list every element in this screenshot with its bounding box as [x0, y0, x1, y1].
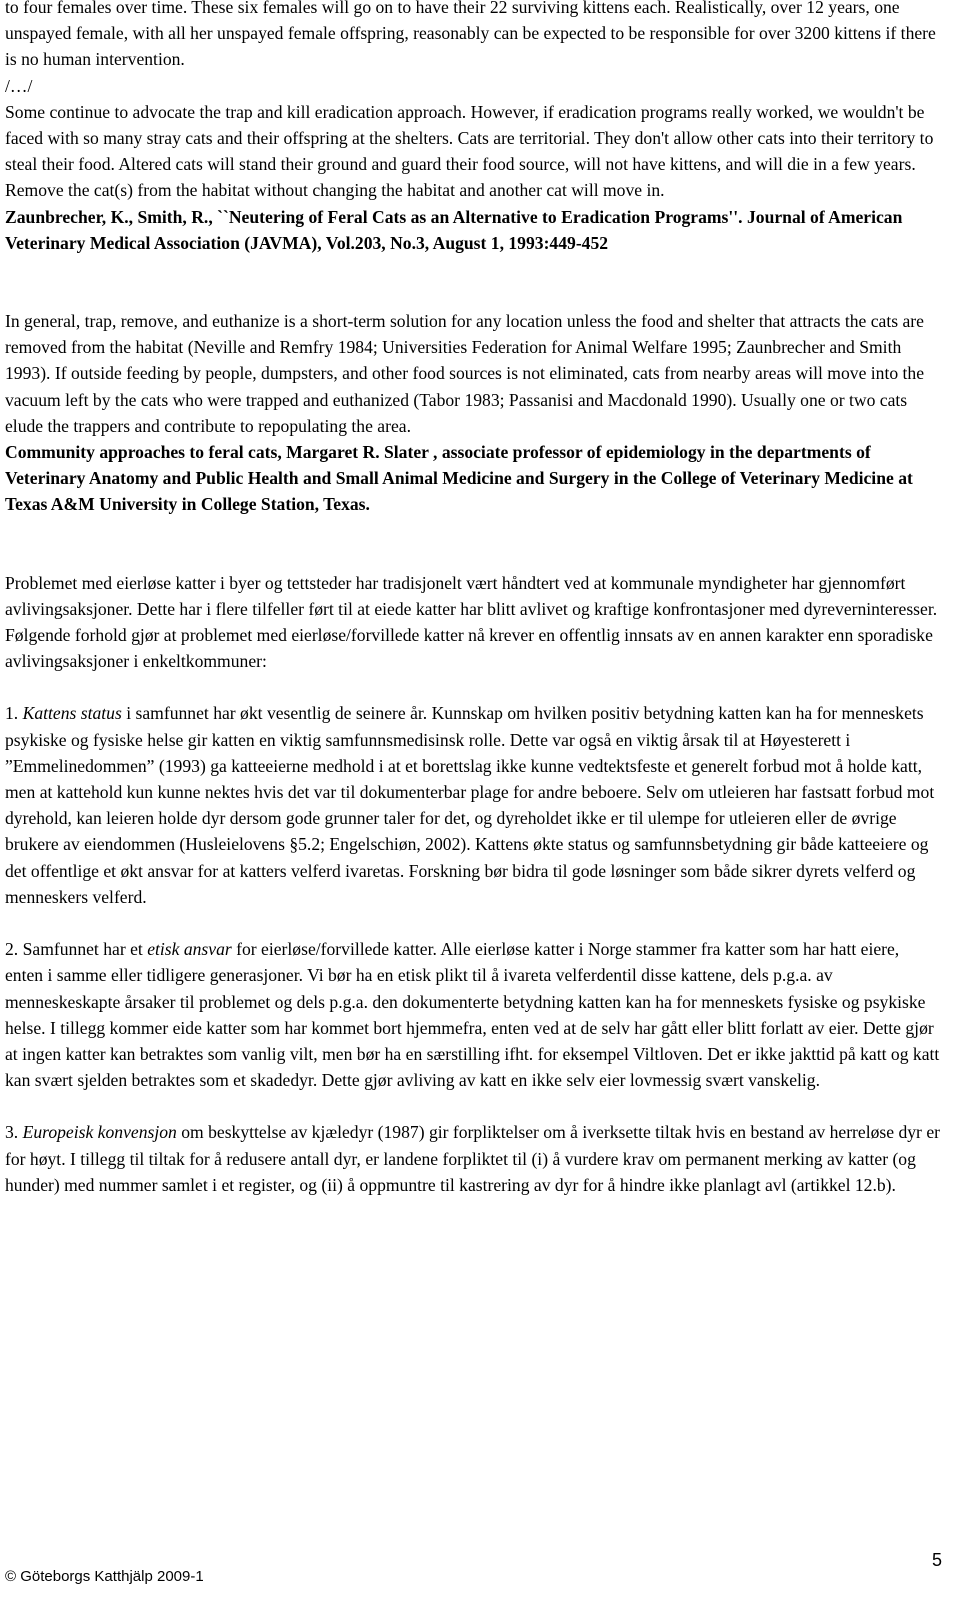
citation-slater: Community approaches to feral cats, Margaret R. Slater , associate professor of epidemiology in the departments of Veterinary Anatomy and Public Health and Small Animal Medicine and Surgery in the College of Veterinary Medicine at Texas A&M University in College Station, Texas. [5, 442, 913, 515]
paragraph-trap-remove-euthanize: In general, trap, remove, and euthanize is a short-term solution for any location unless the food and shelter that attracts the cats are removed from the habitat (Neville and Remfry 1984; Universities Federation for Animal Welfare 1995; Zaunbrecher and Smith 1993). If outside feeding by people, dumpsters, and other food sources is not eliminated, cats from nearby areas will move into the vacuum left by the cats who were trapped and euthanized (Tabor 1983; Passanisi and Macdonald 1990). Usually one or two cats elude the trappers and contribute to repopulating the area. [5, 311, 925, 436]
list-item-2-number: 2. Samfunnet har et [5, 939, 148, 960]
citation-zaunbrecher: Zaunbrecher, K., Smith, R., ``Neutering of Feral Cats as an Alternative to Eradication Programs''. Journal of American Veterinary Medical Association (JAVMA), Vol.203, No.3, August 1, 1993:449-452 [5, 206, 903, 253]
document-page [5, 0, 940, 1198]
list-item-1-term: Kattens status [22, 703, 122, 724]
spacer [5, 674, 940, 700]
list-item-3 [5, 1119, 940, 1198]
list-item-2 [5, 936, 940, 1093]
spacer [5, 910, 940, 936]
list-item-3-term: Europeisk konvensjon [22, 1122, 177, 1143]
page-number: 5 [931, 1550, 942, 1570]
paragraph-kitten-growth: to four females over time. These six females will go on to have their 22 surviving kittens each. Realistically, over 12 years, one unspayed female, with all her unspayed female offspring, reasonably can be expected to be responsible for over 3200 kittens if there is no human intervention. [5, 0, 936, 70]
footer-copyright: © Göteborgs Katthjälp 2009-1 [5, 1568, 204, 1585]
spacer [5, 1093, 940, 1119]
ellipsis-marker: /…/ [5, 75, 33, 96]
list-item-1-number: 1. [5, 703, 23, 724]
paragraph-norwegian-intro: Problemet med eierløse katter i byer og tettsteder har tradisjonelt vært håndtert ved at kommunale myndigheter har gjennomført avlivingsaksjoner. Dette har i flere tilfeller ført til at eiede katter har blitt avlivet og kraftige konfrontasjoner med dyreverninteresser. Følgende forhold gjør at problemet med eierløse/forvillede katter nå krever en offentlig innsats av en annen karakter enn sporadiske avlivingsaksjoner i enkeltkommuner: [5, 572, 938, 672]
list-item-1-text: i samfunnet har økt vesentlig de seinere år. Kunnskap om hvilken positiv betydning katten kan ha for menneskets psykiske og fysiske helse gir katten en viktig samfunnsmedisinsk rolle. Dette var også en viktig årsak til at Høyesterett i ”Emmelinedommen” (1993) ga katteeierne medhold i at et borettslag ikke kunne vedtektsfeste et generelt forbud mot å holde katt, men at kattehold kun kunne nektes hvis det var til dokumenterbar plage for andre beboere. Selv om utleieren har fastsatt forbud mot dyrehold, kan leieren holde dyr dersom gode grunner taler for det, og dyreholdet ikke er til ulempe for utleieren eller de øvrige brukere av eiendommen (Husleielovens §5.2; Engelschiøn, 2002). Kattens økte status og samfunnsbetydning gir både katteeiere og det offentlige et økt ansvar for at katters velferd ivaretas. Forskning bør bidra til gode løsninger som både sikrer dyrets velferd og menneskers velferd. [5, 703, 935, 907]
spacer [5, 518, 940, 570]
spacer [5, 256, 940, 308]
list-item-3-number: 3. [5, 1122, 23, 1143]
paragraph-trap-and-kill: Some continue to advocate the trap and kill eradication approach. However, if eradication programs really worked, we wouldn't be faced with so many stray cats and their offspring at the shelters. Cats are territorial. They don't allow other cats into their territory to steal their food. Altered cats will stand their ground and guard their food source, will not have kittens, and will die in a few years. Remove the cat(s) from the habitat without changing the habitat and another cat will move in. [5, 101, 934, 201]
list-item-2-term: etisk ansvar [147, 939, 232, 960]
list-item-3-text: om beskyttelse av kjæledyr (1987) gir forpliktelser om å iverksette tiltak hvis en bestand av herreløse dyr er for høyt. I tillegg til tiltak for å redusere antall dyr, er landene forpliktet til (i) å vurdere krav om permanent merking av katter (og hunder) med nummer samlet i et register, og (ii) å oppmuntre til kastrering av dyr for å hindre ikke planlagt avl (artikkel 12.b). [5, 1122, 940, 1195]
list-item-2-text: for eierløse/forvillede katter. Alle eierløse katter i Norge stammer fra katter som har hatt eiere, enten i samme eller tidligere generasjoner. Vi bør ha en etisk plikt til å ivareta velferdentil disse kattene, dels p.g.a. av menneskeskapte årsaker til problemet og dels p.g.a. den dokumenterte betydning katten kan ha for menneskets fysiske og psykiske helse. I tillegg kommer eide katter som har kommet bort hjemmefra, enten ved at de selv har gått eller blitt forlatt av eier. Dette gjør at ingen katter kan betraktes som vanlig vilt, men bør ha en særstilling ifht. for eksempel Viltloven. Det er ikke jakttid på katt og katt kan svært sjelden betraktes som et skadedyr. Dette gjør avliving av katt en ikke selv eier lovmessig svært vanskelig. [5, 939, 940, 1091]
list-item-1 [5, 700, 940, 910]
